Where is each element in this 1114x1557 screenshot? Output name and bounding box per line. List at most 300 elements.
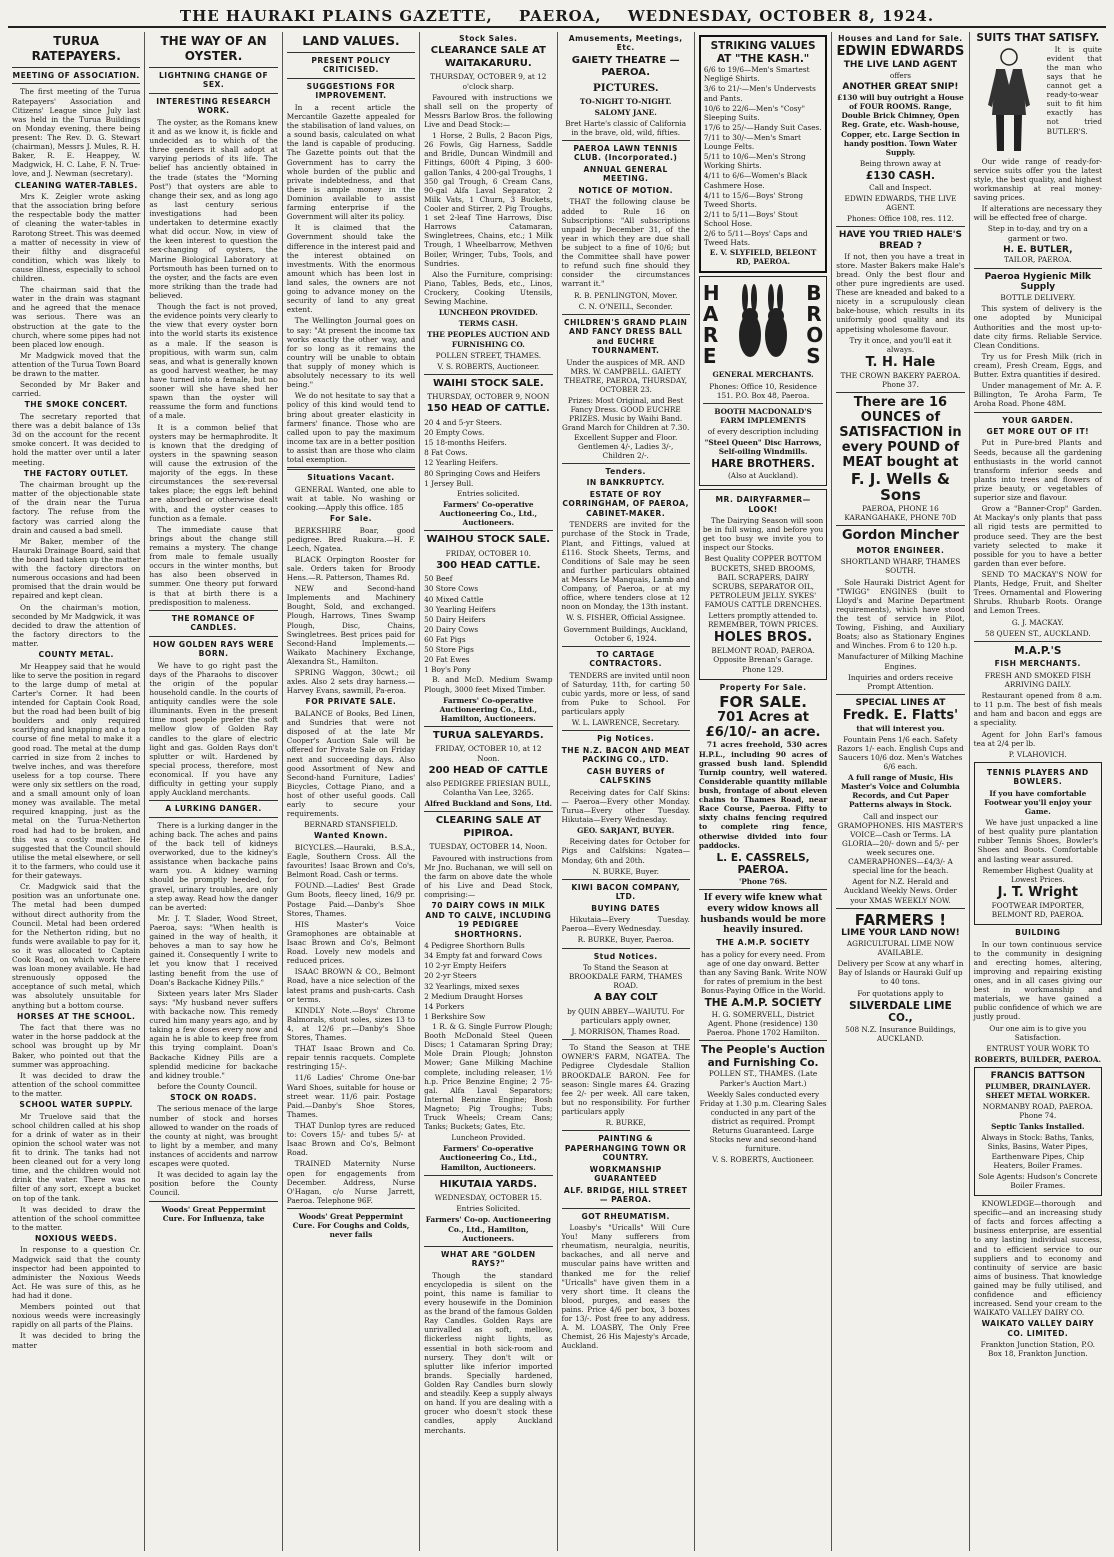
hare-bros-logo — [703, 280, 823, 370]
holes-bros-advert — [699, 489, 827, 680]
advert-text: THE CROWN BAKERY PAEROA. Phone 37. — [840, 370, 961, 389]
article-text: The serious menace of the large number of stock and horses allowed to wander on the roads of the county at night, was brought to light by a member, and many instances of accidents and narrow escapes were quoted. — [149, 1104, 278, 1169]
stock-item: 4 Pedigree Shorthorn Bulls — [424, 941, 525, 951]
classified-ad: ISAAC BROWN & CO., Belmont Road, have a nice selection of the latest prams and push-carts. Cash or terms. — [286, 967, 416, 1004]
advert-text: A full range of Music, His Master's Voice and Columbia Records, and Cut Paper Patterns always in Stock. — [841, 773, 960, 810]
advert-heading: THE A.M.P. SOCIETY — [716, 938, 810, 948]
stock-item: 20 Dairy Cows — [424, 624, 479, 634]
advert-text: offers — [889, 71, 911, 81]
tennis-advert — [974, 762, 1102, 925]
classified-ad: GENERAL Wanted, one able to wait at table. No washing or cooking.—Apply this office. 185 — [286, 484, 416, 512]
advert-text: Manufacturer of Milking Machine Engines. — [837, 652, 964, 671]
article-text: Though the fact is not proved, the evidence points very clearly to the view that every oyster born into the world starts its existence as a male. If the season is propitious, with warm sun, calm seas, and what is generally known as good harvest weather, he may have turned into a female, but no sooner will she have shed her spawn than the oyster will reassume the form and functions of a male. — [149, 302, 278, 421]
column-3 — [283, 32, 420, 1551]
advert-heading: SPECIAL LINES AT — [855, 697, 946, 708]
price-item: 6/6 to 19/6—Men's Smartest Negligé Shirts. — [703, 65, 810, 84]
battson-advert — [974, 1067, 1102, 1196]
stock-item: 20 2-yr Steers — [424, 971, 477, 981]
classified-ad: KINDLY Note.—Boys' Chrome Balmorals, stout soles, sizes 13 to 4, at 12/6 pr.—Danby's Shoe Stores, Thames. — [286, 1005, 416, 1043]
stock-item: 20 4 and 5-yr Steers. — [424, 417, 502, 427]
stock-item: 30 Yearling Heifers — [424, 604, 496, 614]
classified-ad: THAT Dunlop tyres are reduced to: Covers 15/- and tubes 5/- at Isaac Brown and Co's, Belmont Road. — [286, 1121, 416, 1158]
stock-item: 1 Jersey Bull. — [424, 478, 474, 488]
price-item: 10/6 to 22/6—Men's "Cosy" Sleeping Suits. — [703, 103, 806, 122]
section-label: Property For Sale. — [719, 682, 807, 692]
section-heading: STOCK ON ROADS. — [170, 1092, 257, 1102]
advert-signature: 58 QUEEN ST., AUCKLAND. — [984, 628, 1091, 638]
advert-heading: FARMERS ! — [854, 910, 947, 929]
subheadline: PRESENT POLICY CRITICISED. — [311, 56, 391, 75]
sale-date: THURSDAY, OCTOBER 9, at 12 o'clock sharp. — [430, 72, 547, 91]
advert-heading: LIME YOUR LAND NOW! — [841, 928, 960, 939]
advert-text: Our wide range of ready-for-service suits offer you the latest style, the best quality, and highest workmanship at real money-saving prices. — [973, 156, 1102, 203]
sale-heading: 70 DAIRY COWS IN MILK AND TO CALVE, INCLUDING 19 PEDIGREE SHORTHORNS. — [425, 901, 552, 939]
price-item: 7/11 to 30/-—Men's Smart Lounge Felts. — [703, 132, 801, 152]
subheadline: MEETING OF ASSOCIATION. — [12, 71, 140, 80]
masthead-date: WEDNESDAY, OCTOBER 8, 1924. — [627, 7, 935, 25]
notice-signature: Government Buildings, Auckland, October 6, 1924. — [563, 624, 688, 643]
sale-heading: 150 HEAD OF CATTLE. — [426, 403, 550, 415]
advert-heading: THE LIVE LAND AGENT — [843, 60, 958, 71]
advert-text: Put in Pure-bred Plants and Seeds, because all the gardening enthusiasts in the world cannot transform inferior seeds and plants into trees and flowers of prize beauty, or vegetables of superior size and flavour. — [973, 438, 1102, 503]
section-label: Stud Notices. — [593, 951, 658, 961]
subheadline: INTERESTING RESEARCH WORK. — [156, 96, 271, 116]
advert-text: Always in Stock: Baths, Tanks, Sinks, Basins, Water Pipes, Earthenware Pipes, Chip Heaters, Boiler Frames. — [981, 1133, 1095, 1170]
article-text: The secretary reported that there was a debit balance of 13s 3d on the account for the recent smoke concert. It was decided to hold the matter over until a later meeting. — [12, 411, 141, 467]
advert-text: Sole Agents: Hudson's Concrete Boiler Frames. — [978, 1171, 1098, 1190]
notice-heading: THE N.Z. BACON AND MEAT PACKING CO., LTD. — [561, 745, 690, 765]
advert-text: Our one aim is to give you Satisfaction. — [989, 1023, 1087, 1042]
advert-text: "Steel Queen" Disc Harrows, Self-oiling Windmills. — [704, 438, 822, 457]
advert-heading: M.A.P.'S — [1014, 644, 1062, 657]
notice-signature: R. B. PENLINGTON, Mover. — [573, 290, 678, 300]
sale-date: FRIDAY, OCTOBER 10. — [445, 548, 531, 558]
advert-text: SEND TO MACKAY'S NOW for Plants, Hedge, Fruit, and Shelter Trees. Ornamental and Flowering Shrubs. Rhubarb Roots. Orange and Lemon Trees. — [973, 570, 1102, 616]
sale-note: Luncheon Provided. — [451, 1133, 526, 1143]
advert-signature: G. J. MACKAY. — [1011, 617, 1064, 627]
advert-text: Letters promptly attended to. REMEMBER, TOWN PRICES. — [707, 611, 819, 630]
advert-signature: ROBERTS, BUILDER, PAEROA. — [974, 1054, 1102, 1064]
advert-text: Frankton Junction Station, P.O. Box 18, Frankton Junction. — [980, 1340, 1095, 1359]
notice-text: TENDERS are invited for the purchase of the Stock in Trade, Plant, and Fittings, valued at £116. Stock Sheets, Terms, and Conditions of Sale may be seen and further particulars obtained at Messrs Le Manquais, Lamb and Company, of Paeroa, or at my office, where tenders close at 12 noon on Monday, the 13th instant. — [561, 520, 690, 612]
stock-item: 60 Fat Pigs — [424, 634, 466, 644]
section-label: Amusements, Meetings, Etc. — [568, 34, 683, 53]
logo-letter: A — [702, 302, 719, 327]
stock-item: 34 Empty fat and forward Cows — [424, 951, 542, 961]
stock-list — [424, 418, 552, 488]
notice-heading: CASH BUYERS of CALFSKINS — [586, 766, 665, 786]
sale-heading: 300 HEAD CATTLE. — [436, 559, 541, 571]
advert-text: For quotations apply to — [857, 988, 944, 998]
auctioneer: Farmers' Co-op. Auctioneering Co., Ltd., Hamilton, Auctioneers. — [425, 1215, 551, 1243]
advert-heading: HAVE YOU TRIED HALE'S BREAD ? — [838, 230, 963, 251]
advert-heading: There are 16 OUNCES of SATISFACTION in every POUND of MEAT bought at — [839, 394, 962, 470]
advert-text: Try it once, and you'll eat it always. — [849, 335, 952, 354]
advert-text: POLLEN ST., THAMES. (Late Parker's Auction Mart.) — [708, 1069, 818, 1088]
sale-text: B. and McD. Medium Swamp Plough, 3000 feet Mixed Timber. — [424, 675, 553, 694]
logo-letter: H — [702, 281, 720, 306]
logo-letter: O — [806, 323, 824, 348]
advert-text: SHORTLAND WHARF, THAMES SOUTH. — [840, 557, 961, 576]
advert-text: BOTTLE DELIVERY. — [1000, 293, 1076, 303]
column-6 — [695, 32, 832, 1551]
advert-text: FOOTWEAR IMPORTER, BELMONT RD, PAEROA. — [991, 900, 1085, 919]
section-heading: THE SMOKE CONCERT. — [24, 400, 128, 410]
notice-heading: NOTICE OF MOTION. — [578, 185, 674, 195]
notice-text: Prizes: Most Original, and Best Fancy Dress. GOOD EUCHRE PRIZES. Music by Waihi Band. Grand March for Children at 7.30. Excellent Supper and Floor. Gentlemen 4/-, Ladies 3/-, Children 2/-. — [562, 396, 690, 460]
article-text: It is a common belief that oysters may be hermaphrodite. It is known that the dredging of oysters in the spawning season will cause the extrusion of the majority of the eggs. In these circumstances the sex-reversal takes place; the eggs left behind are absorbed or otherwise dealt with, and the oyster ceases to function as a female. — [149, 422, 278, 523]
advert-heading: 701 Acres at £6/10/- an acre. — [705, 709, 821, 740]
sale-note: Entries Solicited. — [456, 1204, 521, 1214]
advert-signature: V. S. ROBERTS, Auctioneer. — [712, 1155, 814, 1165]
advert-text: This system of delivery is the one adopted by Municipal Authorities and the most up-to-date city firms. Reliable Service. Clean Conditions. — [973, 304, 1102, 350]
notice-heading: PAEROA LAWN TENNIS CLUB. (Incorporated.) — [573, 144, 679, 163]
sale-text: also PEDIGREE FRIESIAN BULL, Colantha Van Lee, 3265. — [426, 779, 551, 798]
auctioneer: Alfred Buckland and Sons, Ltd. — [424, 799, 553, 809]
advert-heading: J. T. Wright — [997, 884, 1079, 900]
advert-heading: GOT RHEUMATISM. — [581, 1211, 670, 1221]
article-text: In a recent article the Mercantile Gazette appealed for the stabilisation of land values, on a sound basis, calculated on what the land is capable of producing. The Gazette points out that the Government has to carry the whole burden of the public and private indebtedness, and that there is ample money in the Dominion available to assist farming enterprise if the Government will alter its policy. — [286, 102, 416, 222]
advert-heading: HARE BROTHERS. — [711, 458, 815, 471]
article-text: The chairman said that the water in the drain was stagnant and he agreed that the menace was serious. There was an obstruction at the gate to the church, where some pipes had not been placed low enough. — [12, 285, 141, 349]
advert-heading: FOR SALE. — [719, 693, 807, 712]
advert-signature: EDWIN EDWARDS, THE LIVE AGENT. — [844, 193, 957, 212]
advert-text: ENTRUST YOUR WORK TO — [986, 1043, 1090, 1053]
kash-advert — [699, 35, 827, 273]
stock-item: 50 Beef — [424, 574, 453, 584]
sale-note: TERMS CASH. — [458, 319, 518, 329]
advert-text: Weekly Sales conducted every Friday at 1.30 p.m. Clearing Sales conducted in any part of the district as required. Prompt Returns Guaranteed. Large Stocks new and second-hand furniture. — [699, 1089, 827, 1154]
auctioneer-address: POLLEN STREET, THAMES. — [435, 350, 542, 360]
stock-item: 50 Store Pigs — [424, 645, 474, 655]
article-text: The Wellington Journal goes on to say: "At present the income tax works exactly the other way, and for so long as it remains the country will be unable to obtain that supply of money which is absolutely necessary to its well being." — [286, 316, 416, 390]
advert-text: AGRICULTURAL LIME NOW AVAILABLE. — [846, 938, 954, 958]
advert-text: If not, then you have a treat in store. Master Bakers make Hale's bread. Only the best flour and other pure ingredients are used. These are kneaded and baked to a nicety in a scrupulously clean bake-house, which results in its uniformly good quality and its appetising wholesome flavour. — [836, 251, 965, 334]
stock-list — [424, 941, 552, 1021]
advert-heading: Paeroa Hygienic Milk Supply — [984, 271, 1092, 293]
column-2 — [145, 32, 282, 1551]
advert-text: NORMANBY ROAD, PAEROA. Phone 74. — [982, 1101, 1093, 1121]
advert-heading: £130 CASH. — [865, 170, 935, 182]
section-heading: COUNTY METAL. — [38, 650, 114, 660]
column-4 — [420, 32, 557, 1551]
article-text: Mr Madgwick moved that the attention of the Turua Town Board be drawn to the matter. — [12, 350, 141, 379]
section-label: Tenders. — [605, 466, 646, 476]
sale-date: TUESDAY, OCTOBER 14, Noon. — [429, 842, 548, 852]
advert-heading: ALF. BRIDGE, HILL STREET — PAEROA. — [563, 1185, 688, 1205]
advert-text: If you have comfortable Footwear you'll enjoy your Game. — [984, 788, 1092, 817]
article-text: The chairman brought up the matter of the objectionable state of the drain near the Turua factory. The refuse from the factory was carried along the drain and caused a bad smell. — [12, 480, 141, 535]
advert-heading: L. E. CASSRELS, PAEROA. — [716, 851, 810, 877]
article-text: There is a lurking danger in the aching back. The aches and pains of the back tell of kidneys overworked, due to the kidney's assistance when backache pains warn you. A kidney warning should be promptly heeded, for gravel, urinary troubles, are only a step away. Read how the danger can be averted: — [149, 820, 278, 912]
subheadline: SUGGESTIONS FOR IMPROVEMENT. — [306, 81, 396, 101]
sale-heading: CLEARANCE SALE AT WAITAKARURU. — [430, 45, 546, 69]
advert-heading: THE A.M.P. SOCIETY — [704, 997, 822, 1010]
advert-text: that will interest you. — [856, 723, 945, 733]
stock-item: 30 Store Cows — [424, 584, 479, 594]
advert-heading: PAINTING & PAPERHANGING TOWN OR COUNTRY. — [564, 1134, 687, 1163]
article-text: It is claimed that the Government should take the difference in the interest paid and the interest obtained on investments. With the enormous amount which has been lost in land sales, the owners are not going to advance money on the security of land to any great extent. — [286, 223, 416, 315]
classified-ad: BLACK Orpington Rooster for sale. Orders taken for Broody Hens.—R. Patterson, Thames Rd. — [286, 554, 416, 583]
advert-heading: Gordon Mincher — [842, 527, 959, 543]
advert-text: Call and inspect our GRAMOPHONES. HIS MASTER'S VOICE—Cash or Terms. LA GLORIA—20/- down and 5/- per week secures one. CAMERAPHONES—£4/3/- A special line for the beach. — [837, 811, 964, 876]
advert-heading: SILVERDALE LIME CO., — [849, 999, 952, 1025]
stock-item: 50 Dairy Heifers — [424, 614, 486, 624]
man-in-suit-illustration — [974, 45, 1044, 157]
stock-item: 15 18-months Heifers. — [424, 438, 507, 448]
advert-text: Agent for John Earl's famous tea at 2/4 per lb. — [973, 729, 1102, 748]
classified-signature: BERNARD STANSFIELD. — [304, 820, 398, 830]
sale-heading: CLEARING SALE AT PIPIROA. — [435, 815, 541, 839]
advert-text: PLUMBER, DRAINLAYER. SHEET METAL WORKER. — [985, 1081, 1091, 1100]
advert-footer: Woods' Great Peppermint Cure. For Coughs and Colds, never fails — [292, 1212, 410, 1240]
notice-text: by QUIN ABBEY—WAIUTU. For particulars apply owner, — [567, 1006, 685, 1025]
stock-item: 32 Yearlings, mixed sexes — [424, 981, 520, 991]
article-text: Mr Heappey said that he would like to serve the position in regard to the large dump of metal at Carter's Corner. It had been intended for Captain Cook Road, but the road had been built of big boulders and only required scarifying and knapping and a top course of fine metal to make it a good road. The metal at the dump carried in size from 2 inches to twelve inches, and was therefore useless for a top course. There were only six settlers on the road, and a small amount only of loan money was available. The metal required knapping, just as the metal on the Turua-Netherton road had had to be broken, and this was a costly matter. He suggested that the Council should utilise the metal elsewhere, or sell it to the farmers, who could use it for their gateways. — [12, 661, 141, 881]
section-label: Pig Notices. — [597, 734, 655, 744]
notice-heading: KIWI BACON COMPANY, LTD. — [571, 882, 680, 902]
classified-heading: Wanted Known. — [314, 831, 388, 841]
classified-ad: HIS Master's Voice Gramophones are obtainable at Isaac Brown and Co's, Belmont Road. Lovely new models and reduced prices. — [286, 919, 416, 966]
classified-ad: BALANCE of Books, Bed Linen, and Sundries that were not disposed of at the late Mr Cooper's Auction Sale will be offered for Private Sale on Friday next and succeeding days. Also good Assortment of New and Second-hand Furniture, Ladies' Bicycles, Cottage Piano, and a host of other useful goods. Call early to secure your requirements. — [286, 708, 416, 819]
headline: THE WAY OF AN OYSTER. — [160, 34, 267, 63]
sale-date: FRIDAY, OCTOBER 10, at 12 Noon. — [435, 744, 542, 763]
stock-item: 2 Medium Draught Horses — [424, 991, 523, 1001]
column-1 — [8, 32, 145, 1551]
section-heading: NOXIOUS WEEDS. — [35, 1233, 118, 1243]
bros-letters — [806, 283, 823, 367]
man-in-suit-icon — [974, 45, 1044, 155]
notice-text: TENDERS are invited until noon of Saturday, 11th, for carting 50 cubic yards, more or less, of sand from Puke to School. For particulars apply — [561, 670, 690, 717]
sale-text: Favoured with instructions we shall sell on the property of Messrs Barlow Bros. the following Live and Dead Stock:— — [424, 92, 553, 130]
advert-signature: Phones: Office 108, res. 112. — [847, 213, 954, 223]
price-item: 2/11 to 5/11—Boys' Stout School Hose. — [703, 209, 798, 228]
logo-letter: E — [702, 344, 717, 369]
sale-heading: 200 HEAD OF CATTLE — [428, 764, 548, 776]
notice-heading: ANNUAL GENERAL MEETING. — [583, 164, 668, 184]
masthead-place: PAEROA, — [518, 7, 602, 25]
notice-heading: IN BANKRUPTCY. — [586, 478, 665, 488]
masthead-title: THE HAURAKI PLAINS GAZETTE, — [179, 7, 493, 25]
price-item: 4/11 to 6/6—Women's Black Cashmere Hose. — [703, 171, 808, 190]
sale-heading: WAIHI STOCK SALE. — [432, 377, 544, 389]
stock-item: 10 2-yr Empty Heifers — [424, 961, 507, 971]
advert-heading: F. J. Wells & Sons — [850, 469, 951, 505]
advert-heading: YOUR GARDEN. — [1002, 415, 1074, 425]
stock-item: 12 Yearling Heifers. — [424, 458, 499, 468]
sale-text: 1 Horse, 2 Bulls, 2 Bacon Pigs, 26 Fowls, Gig Harness, Saddle and Bridle, Duncan Windmill and Fittings, 600ft 4 Piping, 3 600-gallon Tanks, 4 200-gal Troughs, 1 350 gal Trough, 6 Cream Cans, 90-gal Alfa Laval Separator, 2 Milk Vats, 1 Churn, 3 Buckets, Cooler and Stirrer, 2 Pig Troughs, 1 set 2-leaf Tine Harrows, Disc Harrows Catamaran, Swingletrees, Chains, etc.; 1 Milk Trough, 1 Wheelbarrow, Methven Boiler, Wringer, Tubs, Tools, and Sundries. — [424, 131, 553, 268]
advert-footer: Woods' Great Peppermint Cure. For Influenza, take — [161, 1204, 266, 1223]
classified-ad: TRAINED Maternity Nurse open for engagements from December. Address, Nurse O'Hagan, c/o Nurse Jarrett, Paeroa. Telephone 96F. — [286, 1159, 416, 1205]
advert-heading: MR. DAIRYFARMER—LOOK! — [715, 495, 811, 514]
notice-signature: R. BURKE, Buyer, Paeroa. — [577, 935, 674, 945]
hare-bros-advert — [699, 276, 827, 486]
advert-text: 71 acres freehold, 530 acres H.P.L., including 90 acres of grassed bush land. Splendid Turnip country, well watered. Considerable quantity millable bush, frontage of about eleven chains to Thames Road, near Race Course, Paeroa. Fifty to sixty chains fencing required to complete ring fence, otherwise divided into four paddocks. — [698, 740, 828, 850]
notice-text: THAT the following clause be added to Rule 16 on Subscriptions: "All subscriptions unpaid by December 31, of the year in which they are due shall be subject to a fine of 10/6; but the Committee shall have power to refund such fine should they consider the circumstances warrant it." — [561, 197, 690, 289]
stock-item: 1 Berkshire Sow — [424, 1011, 486, 1021]
sale-date: WEDNESDAY, OCTOBER 15. — [434, 1193, 542, 1203]
advert-text: It is quite evident that the man who says that he cannot get a ready-to-wear suit to fit him exactly has not tried BUTLER'S. — [1046, 44, 1102, 136]
article-text: Mr. J. T. Slader, Wood Street, Paeroa, says: "When health is gained in the way of health, it behoves a man to say how he gained it. Consequently I write to let you know that I received lasting benefit from the use of Doan's Backache Kidney Pills." — [149, 913, 278, 987]
advert-heading: EDWIN EDWARDS — [836, 44, 965, 60]
notice-text: SALOMY JANE. — [594, 107, 657, 117]
advert-text: If alterations are necessary they will be effected free of charge. — [973, 204, 1102, 223]
advert-heading: FISH MERCHANTS. — [994, 659, 1081, 669]
price-item: 5/11 to 10/6—Men's Strong Working Shirts. — [703, 152, 806, 171]
advert-text: FRESH AND SMOKED FISH ARRIVING DAILY. — [984, 670, 1091, 689]
advert-heading: WORKMANSHIP GUARANTEED — [589, 1164, 662, 1184]
advert-text: Septic Tanks Installed. — [991, 1122, 1085, 1132]
sale-heading: TURUA SALEYARDS. — [432, 729, 544, 741]
notice-text: Receiving dates for October for Pigs and Calfskins: Ngatea—Monday, 6th and 20th. — [561, 837, 690, 865]
advert-text: Inquiries and orders receive Prompt Attention. — [847, 672, 953, 691]
advert-text: KNOWLEDGE—thorough and specific—and an increasing study of facts and forces affecting a business enterprise, are essential to any lasting individual success, and to efficient service to our suppliers and to economy and continuity of service are basic aims of business. That knowledge gained may be fully utilised, and confidence and efficiency increased. Send your cream to the WAIKATO VALLEY DAIRY CO. — [973, 1198, 1102, 1318]
article-text: Though the standard encyclopedia is silent on the point, this name is familiar to every housewife in the Dominion as the brand of the famous Golden Ray Candles. Golden Rays are unrivalled as soft, mellow, flickerless night lights, as essential in both sick-room and nursery. They don't wilt or splutter like inferior imported brands. Specially hardened, Golden Ray Candles burn slowly and steadily. Keep a supply always on hand. If you are dealing with a grocer who doesn't stock these candles, apply Auckland merchants. — [424, 1270, 553, 1435]
sale-text: 1 R. & G. Single Furrow Plough; Booth McDonald Steel Queen Discs; 1 Catamaran Spring Dray; Mole Drain Plough; Johnston Mower; Gane Milking Machine complete, including releaser, 1½ h.p. Price Benzine Engine; 2 75-gal. Alfa Laval Separators; Internal Benzine Engine; Bosh Magneto; Pig Troughs; Tubs; Truck Wheels; Cream Cans; Tanks; Buckets; Gates, Etc. — [424, 1021, 553, 1132]
notice-signature: J. MORRISON, Thames Road. — [571, 1027, 680, 1037]
classified-heading: Situations Vacant. — [307, 473, 395, 483]
price-item: 2/6 to 5/11—Boys' Caps and Tweed Hats. — [703, 229, 808, 248]
advert-text: Restaurant opened from 8 a.m. to 11 p.m. The best of fish meals and ham and bacon and eggs are a speciality. — [973, 691, 1102, 728]
sale-note: LUNCHEON PROVIDED. — [438, 308, 538, 318]
section-label: Stock Sales. — [459, 34, 518, 43]
article-text: Cr. Madgwick said that the position was an unfortunate one. The metal had been dumped without direct authority from the Council. Metal had been ordered for the Netherton riding, but no funds were available to pay for it, so it was allocated to Captain Cook Road, on which work there was loan money available. He had strenuously opposed the acceptance of such metal, which was absolutely unsuitable for anything but a bottom course. — [12, 882, 141, 1010]
auctioneer-name: V. S. ROBERTS, Auctioneer. — [437, 361, 540, 371]
classified-ad: BERKSHIRE Boar, good pedigree. Bred Ruakura.—H. F. Leech, Ngatea. — [286, 525, 416, 553]
advert-text: GENERAL MERCHANTS. — [712, 370, 814, 380]
notice-text: TO-NIGHT TO-NIGHT. — [579, 96, 672, 106]
advert-text: Loasby's "Uricalls" Will Cure You! Many sufferers from rheumatism, neuralgia, neuritis, backaches, and all nerve and muscular pains have written and thanked me for the relief "Uricalls" have given them in a very short time. It cleans the blood, purges, and eases the pains. Price 4/6 per box, 3 boxes for 13/-. Post free to any address. A. M. LOASBY, The Only Free Chemist, 26 His Majesty's Arcade, Auckland. — [561, 1223, 690, 1351]
advert-heading: FRANCIS BATTSON — [990, 1070, 1086, 1081]
classified-ad: SPRING Waggon, 30cwt.; oil axles. Also 2 sets dray harness.—Harvey Evans, sawmill, Pa-eroa. — [286, 668, 416, 696]
advert-text: Agent for N.Z. Herald and Auckland Weekly News. Order your XMAS WEEKLY NOW. — [844, 877, 957, 905]
advert-heading: WAIKATO VALLEY DAIRY CO. LIMITED. — [981, 1319, 1094, 1338]
notice-heading: CHILDREN'S GRAND PLAIN AND FANCY DRESS BALL and EUCHRE TOURNAMENT. — [563, 317, 688, 356]
auctioneer: Farmers' Co-operative Auctioneering Co., Ltd., Auctioneers. — [439, 499, 538, 528]
article-text: It was decided to draw the attention of the school committee to the matter. — [12, 1070, 141, 1098]
advert-heading: SUITS THAT SATISFY. — [976, 32, 1100, 44]
headline: TURUA RATEPAYERS. — [31, 34, 121, 63]
notice-heading: GAIETY THEATRE — PAEROA. — [571, 54, 680, 79]
logo-letter: B — [806, 281, 822, 306]
headline: LAND VALUES. — [302, 34, 400, 48]
section-heading: HORSES AT THE SCHOOL. — [16, 1011, 136, 1021]
sale-note: Entries solicited. — [456, 488, 520, 498]
advert-text: Sole Hauraki District Agent for "TWIGG" ENGINES (built to Lloyd's and Marine Department requirements), which have stood the test of service in Pilot, Towing, Fishing, and Auxiliary Boats; also as Stationary Engines and Winches. From 6 to 120 h.p. — [836, 577, 965, 651]
notice-signature: R. BURKE, — [605, 1118, 646, 1128]
stock-item: 14 Porkers — [424, 1001, 465, 1011]
advert-heading: The People's Auction and Furnishing Co. — [701, 1044, 826, 1069]
advert-heading: T. H. Hale — [865, 354, 936, 370]
stock-list — [424, 574, 552, 674]
classified-ad: NEW and Second-hand Implements and Machinery Bought, Sold, and exchanged. Plough, Harrows, Tines Swamp Plough, Disc, Chains, Swingletrees. Best prices paid for Second-Hand Implements.—Waikato Machinery Exchange, Alexandra St., Hamilton. — [286, 584, 416, 667]
article-text: The first meeting of the Turua Ratepayers' Association and Citizens' League since July last was held in the Turua Buildings on Monday evening, there being present: The Rev. D. G. Stewart (chairman), Messrs J. Mules, R. H. Baker, R. E. Heappey, W. Madgwick, H. C. Lahe, F. N. True-love, and J. Newman (secretary). — [12, 87, 141, 179]
advert-heading: BUILDING — [1015, 928, 1061, 938]
column-7 — [832, 32, 969, 1551]
article-text: The immediate cause that brings about the change still remains a mystery. The change from male to female usually occurs in the winter months, but has also been observed in summer. One theory put forward is that at birth there is a predisposition to maleness. — [149, 524, 278, 607]
advert-text: If every wife knew what every widow knows all husbands would be more heavily insured. — [700, 893, 826, 936]
section-heading: THE FACTORY OUTLET. — [23, 468, 129, 478]
notice-text: Receiving dates for Calf Skins:— Paeroa—Every other Monday. Turua—Every other Tuesday. Hikutaia—Every Wednesday. — [561, 787, 690, 825]
price-item: 3/6 to 21/-—Men's Undervests and Pants. — [703, 84, 816, 103]
advert-text: We have just unpacked a line of best quality pure plantation rubber Tennis Shoes, Bowler's Shoes and Boots. Comfortable and lasting wear assured. — [977, 818, 1098, 864]
advert-text: (Also at Auckland). — [727, 470, 799, 480]
advert-text: Step in to-day, and try on a garment or two. — [987, 224, 1088, 243]
advert-text: H. G. SOMERVELL, District Agent. Phone (residence) 130 Paeroa. Phone 1702 Hamilton. — [706, 1009, 820, 1038]
section-heading: CLEANING WATER-TABLES. — [14, 180, 138, 190]
notice-signature: GEO. SARJANT, BUYER. — [577, 826, 675, 836]
notice-text: Under the auspices of MR. AND MRS. W. CAMPBELL. GAIETY THEATRE, PAEROA, THURSDAY, OCTOBER 23. — [564, 357, 688, 394]
notice-heading: ESTATE OF ROY CORRINGHAM, OF PAEROA, CABINET-MAKER. — [562, 489, 690, 518]
article-heading: WHAT ARE "GOLDEN RAYS?" — [440, 1249, 536, 1269]
masthead — [8, 6, 1106, 28]
advert-signature: TAILOR, PAEROA. — [1004, 255, 1072, 265]
advert-text: 'Phone 76S. — [739, 876, 788, 886]
price-list — [704, 65, 822, 247]
advert-text: of every description including — [707, 427, 819, 437]
notice-text: Hikutaia—Every Tuesday. Paeroa—Every Wednesday. — [561, 915, 690, 934]
sale-text: Favoured with instructions from Mr Jno. Buchanan, we will sell on the farm on above date the whole of his Live and Dead Stock, comprising:— — [424, 853, 553, 900]
advert-signature: P. VLAHOVICH. — [1008, 749, 1067, 759]
classified-heading: FOR PRIVATE SALE. — [305, 697, 397, 707]
logo-letter: R — [806, 302, 822, 327]
stock-item: 8 Fat Cows. — [424, 448, 468, 458]
advert-signature: H. E. BUTLER, — [1003, 244, 1073, 255]
stock-item: 20 Empty Cows. — [424, 428, 485, 438]
auctioneer: THE PEOPLES AUCTION AND FURNISHING CO. — [426, 330, 550, 349]
sale-heading: WAIHOU STOCK SALE. — [426, 534, 551, 546]
classified-ad: BICYCLES.—Hauraki, B.S.A., Eagle, Southern Cross. All the favourites! Isaac Brown and Co's, Belmont Road. Cash or terms. — [286, 842, 416, 880]
advert-text: has a policy for every need. From age of one day onward. Better than any Saving Bank. Write NOW for rates of premium in the best Bonus-Paying Office in the World. — [699, 949, 828, 996]
stock-item: 20 Fat Ewes — [424, 655, 470, 665]
article-text: We have to go right past the days of the Pharaohs to discover the origin of the popular household candle. In the courts of antiquity candles were the sole illuminants. Even in the present time most people prefer the soft mellow glow of Golden Ray candles to the glare of electric light and gas. Golden Rays don't splutter or wilt. Hardened by special process, therefore, most economical. If you have any difficulty in getting your supply apply Auckland merchants. — [149, 660, 278, 798]
advert-heading: Fredk. E. Flatts' — [842, 707, 959, 723]
advert-text: Try us for Fresh Milk (rich in cream), Fresh Cream, Eggs, and Butter. Extra quantities if desired. — [973, 351, 1102, 380]
notice-text: PICTURES. — [592, 81, 659, 94]
headline: A LURKING DANGER. — [165, 804, 262, 814]
price-item: 17/6 to 25/-—Handy Suit Cases. — [703, 122, 822, 132]
column-8 — [970, 32, 1106, 1551]
advert-text: Call and Inspect. — [869, 182, 932, 192]
advert-text: The Dairying Season will soon be in full swing, and before you get too busy we invite you to inspect our Stocks. — [702, 516, 824, 553]
sale-text: Also the Furniture, comprising: Piano, Tables, Beds, etc., Linos, Crockery, Cooking Utensils, Sewing Machine. — [424, 269, 553, 307]
section-heading: SCHOOL WATER SUPPLY. — [19, 1100, 133, 1110]
advert-text: Being thrown away at — [859, 158, 942, 168]
article-text: The oyster, as the Romans knew it and as we know it, is fickle and undecided as to which of the three genders it shall adopt at varying periods of its life. The belief has anciently obtained in the trade (states the "Morning Post") that oysters are able to change their sex, and as long ago as last century serious investigations had been undertaken to determine exactly what did occur. Now, in view of the keen interest to question the sex-changing of oysters, the Marine Biological Laboratory at Portsmouth has been turned on to the oyster, and the facts are even more striking than the trade had believed. — [149, 117, 278, 301]
article-text: On the chairman's motion, seconded by Mr Madgwick, it was decided to draw the attention of the factory directors to the matter. — [12, 602, 141, 648]
advert-text: PAEROA, PHONE 16 KARANGAHAKE, PHONE 70D — [844, 503, 957, 522]
classified-ad: 11/6 Ladies' Chrome One-bar Ward Shoes, suitable for house or street wear. 11/6 pair. Postage Paid.—Danby's Shoe Stores, Thames. — [286, 1073, 416, 1119]
article-text: Mrs K. Zeigler wrote asking that the association bring before the respectable body the matter of cleaning the water-tables in Rarotong Street. This was deemed a matter of necessity in view of their filthy and disgraceful condition, which was likely to cause illness, especially to school children. — [12, 192, 141, 284]
advert-text: Under management of Mr. A. F. Billington, Te Aroha Farm, Te Aroha Road. Phone 48M. — [973, 381, 1102, 409]
headline: THE ROMANCE OF CANDLES. — [171, 613, 256, 633]
column-5 — [558, 32, 695, 1551]
notice-signature: N. BURKE, Buyer. — [592, 866, 659, 876]
advert-text: £130 will buy outright a House of FOUR ROOMS. Range, Double Brick Chimney, Open Reg. Grate, etc. Wash-house, Copper, etc. Large Section in handy position. Town Water Supply. — [837, 93, 964, 157]
article-text: Members pointed out that noxious weeds were increasingly rapidly on all parts of the Plains. — [12, 1302, 141, 1330]
subheadline: HOW GOLDEN RAYS WERE BORN. — [153, 639, 275, 659]
advert-text: Phones: Office 10, Residence 151. P.O. Box 48, Paeroa. — [709, 381, 817, 400]
notice-text: To Stand the Season at THE OWNER'S FARM, NGATEA. The Pedigree Clydesdale Stallion BROOKDALE BARON. Fee for season: Single mares £4. Grazing fee 2/- per week. All care taken, but no responsibility. For further particulars apply — [561, 1043, 690, 1116]
article-text: We do not hesitate to say that a policy of this kind would tend to bring about greater elasticity in farmers' finance. Those who are called upon to pay the maximum income tax are in a better position to assist than are those who claim total exemption. — [286, 391, 416, 465]
notice-text: Bret Harte's classic of California in the brave, old, wild, fifties. — [565, 118, 687, 137]
article-text: It was decided to bring the matter — [12, 1331, 141, 1350]
hares-illustration-icon — [728, 280, 798, 370]
stock-item: 80 Springing Cows and Heifers — [424, 468, 541, 478]
advert-text: Fountain Pens 1/6 each. Safety Razors 1/- each. English Cups and Saucers 10/6 doz. Men's Watches 6/6 each. — [837, 734, 964, 772]
advert-text: Grow a "Banner-Crop" Garden. At Mackay's only plants that pass all rigid tests are permitted to produce seed. They are the best variety selected to make it possible for you to have a better garden than ever before. — [973, 504, 1102, 568]
advert-heading: TENNIS PLAYERS AND BOWLERS. — [986, 767, 1089, 787]
